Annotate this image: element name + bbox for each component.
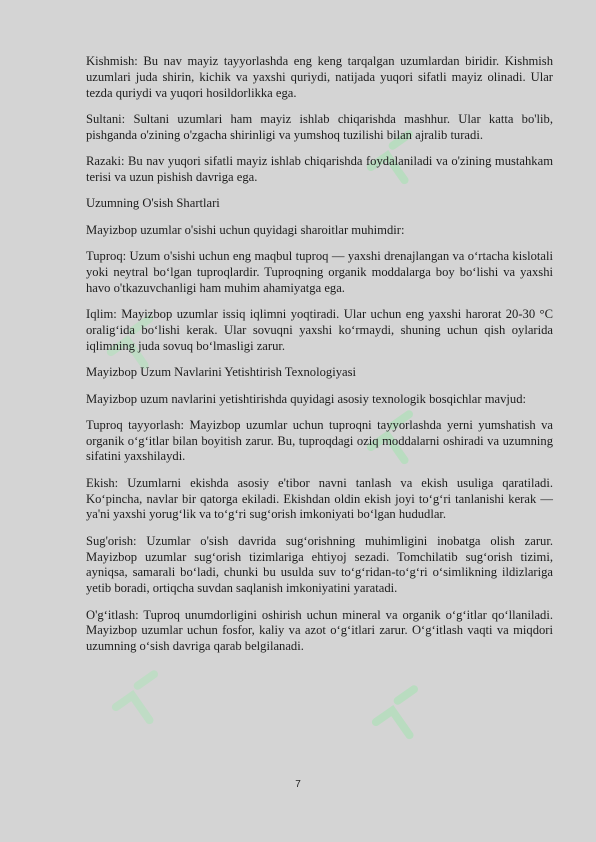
page-number: 7 [295, 779, 301, 790]
section-heading-cultivation-technology: Mayizbop Uzum Navlarini Yetishtirish Texnologiyasi [86, 365, 356, 380]
paragraph-technology-intro: Mayizbop uzum navlarini yetishtirishda quyidagi asosiy texnologik bosqichlar mavjud: [86, 391, 527, 406]
page-content [86, 54, 553, 666]
paragraph-fertilizing: O'g‘itlash: Tuproq unumdorligini oshirish uchun mineral va organik o‘g‘itlar qo‘llaniladi. Mayizbop uzumlar uchun fosfor, kaliy va azot o‘g‘itlari zarur. O‘g‘itlash vaqti va miqdori uzumning o‘sish davriga qarab belgilanadi. [86, 607, 553, 654]
paragraph-planting: Ekish: Uzumlarni ekishda asosiy e'tibor navni tanlash va ekish usuliga qaratiladi. Ko‘pincha, navlar bir qatorga ekiladi. Ekishdan oldin ekish joyi to‘g‘ri tanlanishi kerak — ya'ni yaxshi yorug‘lik va to‘g‘ri sug‘orish imkoniyati bo‘lgan hududlar. [86, 475, 553, 522]
paragraph-sultani: Sultani: Sultani uzumlari ham mayiz ishlab chiqarishda mashhur. Ular katta bo'lib, pishganda o'zining o'zgacha shirinligi va yumshoq tuzilishi bilan ajralib turadi. [86, 111, 553, 142]
paragraph-irrigation: Sug'orish: Uzumlar o'sish davrida sug‘orishning muhimligini inobatga olish zarur. Mayizbop uzumlar sug‘orish tizimlariga ehtiyoj sezadi. Tomchilatib sug‘orish tizimi, ayniqsa, samarali bo‘ladi, chunki bu usulda suv to‘g‘ridan-to‘g‘ri o‘simlikning ildizlariga yetib boradi, ortiqcha suvdan saqlanish imkoniyatini yaratadi. [86, 533, 553, 596]
paragraph-kishmish: Kishmish: Bu nav mayiz tayyorlashda eng keng tarqalgan uzumlardan biridir. Kishmish uzumlari juda shirin, kichik va yaxshi quriydi, natijada yuqori sifatli mayiz olinadi. Ular tezda quriydi va yuqori hosildorlikka ega. [86, 54, 553, 100]
paragraph-razaki: Razaki: Bu nav yuqori sifatli mayiz ishlab chiqarishda foydalaniladi va o'zining mustahkam terisi va uzun pishish davriga ega. [86, 154, 553, 184]
paragraph-conditions-intro: Mayizbop uzumlar o'sishi uchun quyidagi sharoitlar muhimdir: [86, 222, 405, 237]
section-heading-growth-conditions: Uzumning O'sish Shartlari [86, 196, 220, 211]
paragraph-climate: Iqlim: Mayizbop uzumlar issiq iqlimni yoqtiradi. Ular uchun eng yaxshi harorat 20-30 °C oralig‘ida bo‘lishi kerak. Ular sovuqni yaxshi ko‘rmaydi, shuning uchun qish oylarida iqlimning juda sovuq bo‘lmasligi zarur. [86, 307, 553, 353]
paragraph-soil: Tuproq: Uzum o'sishi uchun eng maqbul tuproq — yaxshi drenajlangan va o‘rtacha kislotali yoki neytral bo‘lgan tuproqlardir. Tuproqning organik moddalarga boy bo‘lishi va yaxshi havo o'tkazuvchanligi ham muhim ahamiyatga ega. [86, 249, 553, 295]
paragraph-soil-preparation: Tuproq tayyorlash: Mayizbop uzumlar uchun tuproqni tayyorlashda yerni yumshatish va organik o‘g‘itlar bilan boyitish zarur. Bu, tuproqdagi oziq moddalarni oshiradi va uzumning sifatini yaxshilaydi. [86, 417, 553, 464]
watermark-logo-icon [360, 675, 450, 765]
watermark-logo-icon [100, 660, 190, 750]
